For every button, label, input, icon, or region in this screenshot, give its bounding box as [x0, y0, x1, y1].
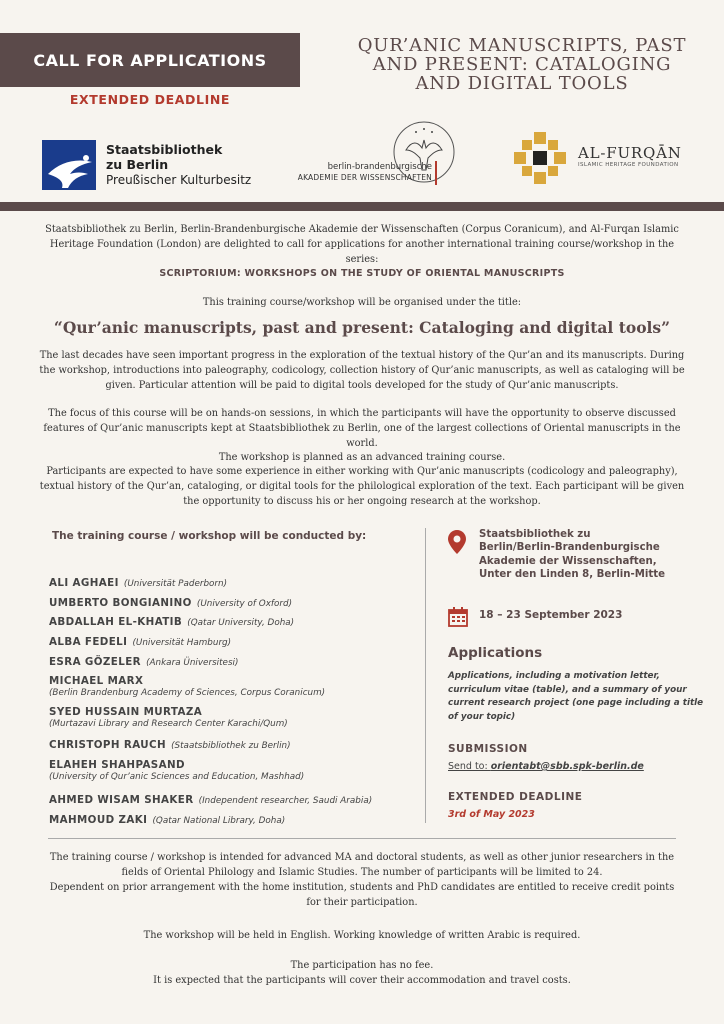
title-line: QUR’ANIC MANUSCRIPTS, PAST: [357, 35, 687, 56]
footer-paragraph-1: The training course / workshop is intended for advanced MA and doctoral students, as well as other junior researchers in the fields of Oriental Philology and Islamic Studies. The number of participants will be limited to 24.: [49, 852, 675, 878]
conductor-item: [49, 788, 372, 807]
title-line: AND DIGITAL TOOLS: [415, 73, 629, 94]
conductor-item: [49, 591, 292, 610]
intro-paragraph: Staatsbibliothek zu Berlin, Berlin-Brandenburgische Akademie der Wissenschaften (Corpus Coranicum), and Al-Furqan Islamic Heritage Foundation (London) are delighted to call for applications for another international training course/workshop in the series:: [45, 224, 679, 265]
sbb-name-line2: zu Berlin: [106, 157, 169, 172]
footer-paragraph-5: It is expected that the participants will cover their accommodation and travel costs.: [153, 975, 571, 986]
description-paragraph-2: The focus of this course will be on hands-on sessions, in which the participants will have the opportunity to observe discussed features of Qur’anic manuscripts kept at Staatsbibliothek zu Berlin, one of the largest collections of Oriental manuscripts in the world.: [43, 408, 681, 449]
conductor-name: ALI AGHAEI: [49, 577, 119, 589]
applications-text: Applications, including a motivation letter, curriculum vitae (table), and a summary of your current research project (one page including a title of your topic): [448, 671, 704, 722]
bbaw-name-line2: AKADEMIE DER WISSENSCHAFTEN: [297, 173, 432, 182]
submission-email-link[interactable]: orientabt@sbb.spk-berlin.de: [490, 761, 644, 772]
conductor-name: MAHMOUD ZAKI: [49, 814, 148, 826]
conductors-heading: The training course / workshop will be conducted by:: [52, 530, 367, 542]
conductor-affiliation: (Murtazavi Library and Research Center Karachi/Qum): [49, 719, 288, 729]
conductor-item: [49, 630, 231, 649]
conductor-affiliation: (Ankara Üniversitesi): [146, 658, 239, 668]
conductor-item: [49, 610, 294, 629]
series-title: SCRIPTORIUM: WORKSHOPS ON THE STUDY OF ORIENTAL MANUSCRIPTS: [159, 268, 565, 279]
conductor-item: [49, 700, 288, 730]
conductor-name: ESRA GÖZELER: [49, 656, 141, 668]
conductor-name: ALBA FEDELI: [49, 636, 128, 648]
bbaw-logo: [292, 120, 462, 200]
al-furqan-subtitle: ISLAMIC HERITAGE FOUNDATION: [578, 162, 679, 168]
header-divider-bar: [0, 202, 724, 211]
venue-line: Berlin/Berlin-Brandenburgische: [479, 542, 660, 554]
title-line: AND PRESENT: CATALOGING: [372, 54, 672, 75]
extended-deadline-date: 3rd of May 2023: [448, 809, 535, 820]
conductor-affiliation: (Qatar National Library, Doha): [152, 816, 286, 826]
extended-deadline-heading: EXTENDED DEADLINE: [448, 791, 583, 803]
extended-deadline-label: EXTENDED DEADLINE: [69, 92, 231, 107]
calendar-icon: [448, 607, 468, 627]
conductor-item: [49, 571, 227, 590]
sbb-logo: [42, 138, 272, 192]
conductor-name: SYED HUSSAIN MURTAZA: [49, 706, 203, 718]
conductor-item: [49, 733, 291, 752]
al-furqan-name: AL-FURQĀN: [578, 144, 682, 162]
conductor-affiliation: (Universität Hamburg): [132, 638, 232, 648]
submission-heading: SUBMISSION: [448, 743, 528, 755]
conductor-affiliation: (Independent researcher, Saudi Arabia): [198, 796, 373, 806]
conductor-name: CHRISTOPH RAUCH: [49, 739, 166, 751]
venue-line: Staatsbibliothek zu: [479, 529, 591, 540]
venue-line: Akademie der Wissenschaften,: [479, 555, 657, 567]
conductor-affiliation: (Qatar University, Doha): [187, 618, 295, 628]
sbb-eagle-icon: [42, 140, 96, 190]
description-paragraph-3: The workshop is planned as an advanced training course.: [218, 452, 506, 463]
workshop-dates: 18 – 23 September 2023: [479, 609, 623, 621]
conductor-item: [49, 808, 285, 827]
venue-address: [479, 528, 709, 582]
conductor-affiliation: (University of Oxford): [196, 599, 293, 609]
sbb-name-line3: Preußischer Kulturbesitz: [106, 173, 252, 187]
al-furqan-logo: [512, 128, 712, 188]
conductor-affiliation: (Berlin Brandenburg Academy of Sciences, Corpus Coranicum): [49, 688, 326, 698]
footer-paragraph-4: The participation has no fee.: [290, 960, 434, 971]
description-paragraph-4: Participants are expected to have some experience in either working with Qur’anic manuscripts (codicology and paleography), textual history of the Qur’an, cataloging, or digital tools for the philological exploration of the text. Each participant will be given the opportunity to discuss his or her ongoing research at the workshop.: [39, 466, 685, 507]
page-title: [320, 36, 724, 93]
conductor-item: [49, 669, 325, 699]
conductor-item: [49, 753, 304, 783]
submission-line: [448, 761, 644, 772]
conductor-item: [49, 650, 238, 669]
footer-paragraph-3: The workshop will be held in English. Working knowledge of written Arabic is required.: [143, 930, 581, 941]
conductor-affiliation: (University of Qur’anic Sciences and Education, Mashhad): [49, 772, 305, 782]
venue-line: Unter den Linden 8, Berlin-Mitte: [479, 569, 666, 581]
applications-heading: Applications: [448, 645, 543, 661]
conductor-name: ELAHEH SHAHPASAND: [49, 759, 185, 771]
submission-prefix: Send to:: [448, 761, 491, 772]
al-furqan-emblem-icon: [512, 130, 568, 186]
description-paragraph-1: The last decades have seen important progress in the exploration of the textual history of the Qur’an and its manuscripts. During the workshop, introductions into paleography, codicology, collection history of Qur’anic manuscripts, as well as cataloging will be given. Particular attention will be paid to digital tools developed for the study of Qur’anic manuscripts.: [39, 350, 685, 391]
call-for-applications-banner: CALL FOR APPLICATIONS: [0, 33, 300, 87]
conductor-name: ABDALLAH EL-KHATIB: [49, 616, 183, 628]
location-pin-icon: [448, 530, 466, 554]
conductor-affiliation: (Universität Paderborn): [123, 579, 228, 589]
conductor-name: UMBERTO BONGIANINO: [49, 597, 192, 609]
workshop-title: “Qur’anic manuscripts, past and present: Cataloging and digital tools”: [53, 318, 671, 337]
column-divider: [425, 528, 426, 823]
organised-line: This training course/workshop will be organised under the title:: [202, 297, 522, 308]
conductor-affiliation: (Staatsbibliothek zu Berlin): [171, 741, 291, 751]
bbaw-accent-bar: [435, 161, 437, 185]
conductor-name: MICHAEL MARX: [49, 675, 144, 687]
bbaw-name-line1: berlin-brandenburgische: [327, 162, 432, 172]
sbb-name-line1: Staatsbibliothek: [106, 142, 223, 157]
footer-paragraph-2: Dependent on prior arrangement with the home institution, students and PhD candidates are entitled to receive credit points for their participation.: [49, 882, 675, 908]
conductor-name: AHMED WISAM SHAKER: [49, 794, 194, 806]
footer-divider: [48, 838, 676, 839]
